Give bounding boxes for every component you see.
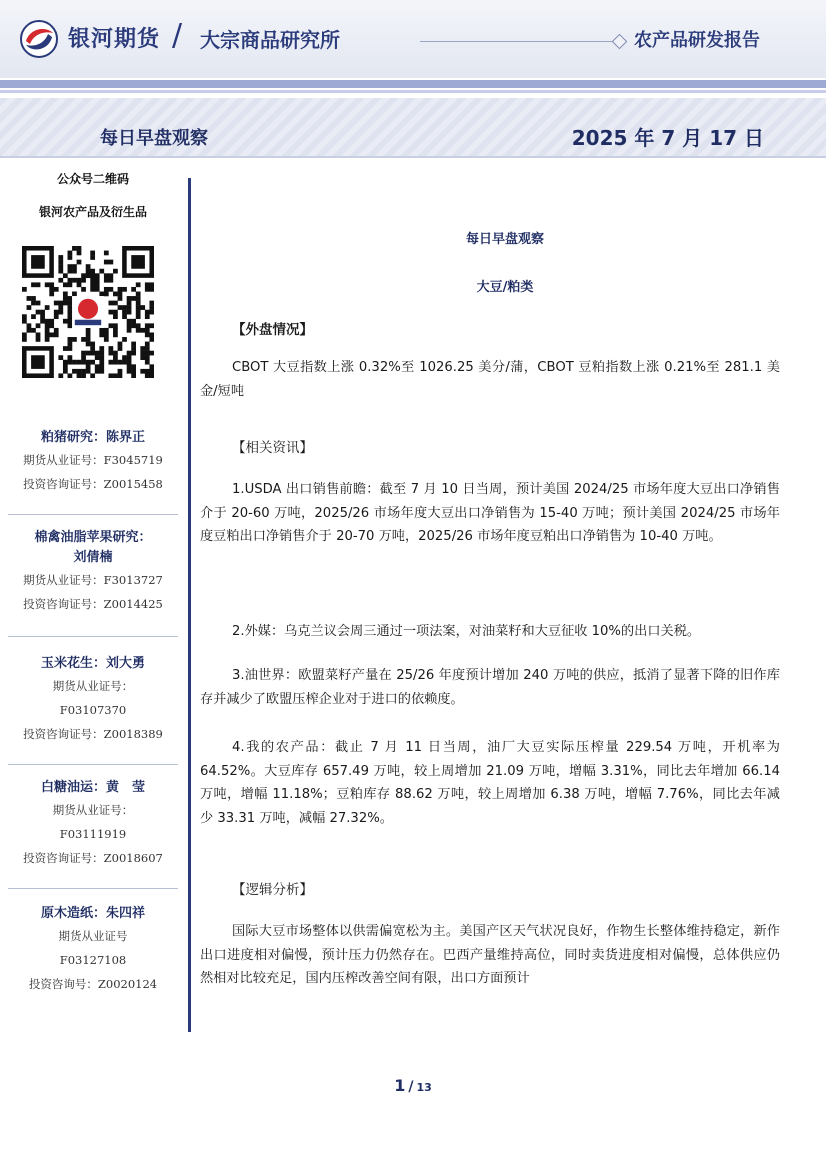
paragraph-analysis: 国际大豆市场整体以供需偏宽松为主。美国产区天气状况良好，作物生长整体维持稳定，新作出口进度相对偏慢，预计压力仍然存在。巴西产量维持高位，同时卖货进度相对偏慢，总体供应仍然相对比较充足，国内压榨改善空间有限，出口方面预计 — [200, 924, 780, 986]
analyst-card — [0, 904, 186, 996]
analyst-license: 投资咨询证号：Z0018389 — [23, 727, 163, 741]
analyst-name: 原木造纸：朱四祥 — [40, 906, 145, 921]
sidebar-divider-bar — [188, 178, 191, 1032]
heading-news: 【相关资讯】 — [232, 440, 313, 456]
heading-analysis: 【逻辑分析】 — [232, 882, 313, 898]
total-pages: 13 — [416, 1081, 432, 1094]
divider — [8, 514, 178, 515]
paragraph-mysteel: 4.我的农产品：截止 7 月 11 日当周，油厂大豆实际压榨量 229.54 万吨，开机率为 64.52%。大豆库存 657.49 万吨，较上周增加 21.09 万吨，增幅 3.31%，同比去年增加 66.14 万吨，增幅 11.18%；豆粕库存 88.62 万吨，较上周增加 6.38 万吨，增幅 7.76%，同比去年减少 33.31 万吨，减幅 27.32%。 — [200, 740, 780, 826]
paragraph-usda: 1.USDA 出口销售前瞻：截至 7 月 10 日当周，预计美国 2024/25 市场年度大豆出口净销售介于 20-60 万吨，2025/26 市场年度大豆出口净销售为 15-40 万吨；预计美国 2024/25 市场年度豆粕出口净销售介于 20-70 万吨，2025/26 市场年度豆粕出口净销售为 10-40 万吨。 — [200, 482, 780, 544]
divider — [8, 764, 178, 765]
analyst-license: 投资咨询证号：Z0015458 — [23, 477, 163, 491]
analyst-card — [0, 528, 186, 616]
analyst-license: 投资咨询证号：Z0014425 — [23, 597, 163, 611]
institute-name: 大宗商品研究所 — [200, 28, 340, 52]
galaxy-logo-icon — [20, 20, 58, 58]
analyst-license: F03107370 — [59, 703, 127, 717]
analyst-card — [0, 428, 186, 496]
page-separator: / — [408, 1079, 414, 1095]
analyst-card — [0, 654, 186, 746]
section-title: 每日早盘观察 — [465, 232, 544, 247]
analyst-license: 期货从业证号：F3013727 — [23, 573, 163, 587]
qr-account-name: 银河农产品及衍生品 — [38, 205, 147, 219]
analyst-name: 粕猪研究：陈界正 — [40, 430, 145, 445]
analyst-card — [0, 778, 186, 870]
report-type: 农产品研发报告 — [634, 30, 760, 51]
page-number — [0, 1076, 826, 1095]
analyst-name: 白糖油运：黄 莹 — [40, 780, 145, 795]
header-stripe-thin — [0, 90, 826, 93]
title-band-line — [0, 156, 826, 158]
analyst-license: 期货从业证号 — [58, 929, 128, 943]
analyst-license: F03111919 — [59, 827, 127, 841]
analyst-license: 期货从业证号：F3045719 — [23, 453, 163, 467]
report-date: 2025 年 7 月 17 日 — [571, 126, 764, 150]
qr-code-icon[interactable] — [22, 246, 154, 378]
analyst-name-cont: 刘倩楠 — [73, 550, 113, 565]
header-stripe — [0, 80, 826, 88]
brand-name: 银河期货 — [68, 27, 161, 52]
paragraph-ukraine: 2.外媒：乌克兰议会周三通过一项法案，对油菜籽和大豆征收 10%的出口关税。 — [232, 624, 701, 639]
qr-label: 公众号二维码 — [56, 172, 129, 186]
paragraph-overseas: CBOT 大豆指数上涨 0.32%至 1026.25 美分/蒲，CBOT 豆粕指数上涨 0.21%至 281.1 美金/短吨 — [200, 360, 780, 399]
paragraph-oilworld: 3.油世界：欧盟菜籽产量在 25/26 年度预计增加 240 万吨的供应，抵消了显著下降的旧作库存并减少了欧盟压榨企业对于进口的依赖度。 — [200, 668, 780, 707]
header-decor-line — [420, 41, 620, 42]
divider — [8, 888, 178, 889]
page-title: 每日早盘观察 — [100, 128, 208, 149]
analyst-license: 期货从业证号： — [52, 803, 134, 817]
analyst-license: 投资咨询号：Z0020124 — [28, 977, 158, 991]
analyst-name: 棉禽油脂苹果研究： — [34, 530, 152, 545]
analyst-license: 投资咨询证号：Z0018607 — [23, 851, 163, 865]
analyst-license: 期货从业证号： — [52, 679, 134, 693]
heading-overseas: 【外盘情况】 — [232, 322, 313, 338]
analyst-license: F03127108 — [59, 953, 127, 967]
analyst-name: 玉米花生：刘大勇 — [40, 656, 145, 671]
current-page: 1 — [394, 1076, 406, 1095]
brand-slash: / — [172, 18, 183, 53]
section-subtitle: 大豆/粕类 — [476, 280, 534, 295]
divider — [8, 636, 178, 637]
